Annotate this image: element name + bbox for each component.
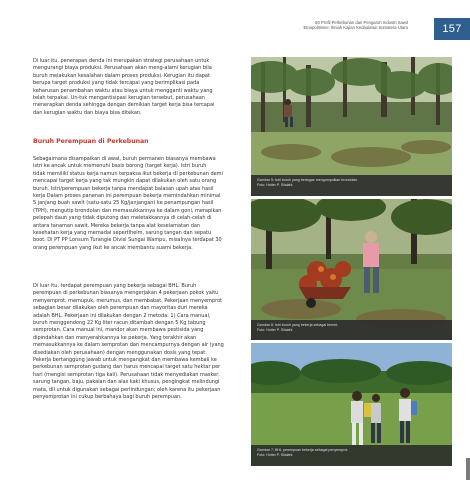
text-line: menyemprot, memupuk, merumus, dan membabat. Pekerjaan menyemprot bbox=[33, 297, 223, 304]
text-line: antara tanaman sawit. Mereka bekerja tanpa alat keselamatan dan bbox=[33, 222, 201, 229]
page-edge-marker bbox=[466, 458, 470, 480]
text-line: adalah BHL. Pekerjaan ini dilakukan dengan 2 metoda: 1) Cara manual, bbox=[33, 312, 211, 319]
figure-2-caption-text: Gambar 6: Istri buruh yang bekerja sebagai kernet. bbox=[257, 323, 339, 327]
text-line: buruh menggendong 22 Kg liter racun ditambah dengan 5 Kg tabung bbox=[33, 320, 206, 327]
text-line: berupa target produksi yang tidak tercapai yang berimplikasi pada bbox=[33, 80, 200, 87]
figure-3-caption bbox=[257, 448, 447, 457]
text-line: mata, dll untuk digunakan sebagai perlindungan; oleh karena itu pekerjaan bbox=[33, 386, 221, 393]
intro-paragraph bbox=[33, 58, 240, 117]
text-line: menerapkan denda sehingga dengan demikian target kerja bisa tercapai bbox=[33, 102, 215, 109]
text-line: Di luar itu, terdapat perempuan yang bekerja sebagai BHL. Buruh bbox=[33, 283, 197, 289]
text-line: penyemprotan ini cukup berbahaya bagi buruh perempuan. bbox=[33, 394, 182, 401]
text-line: perempuan di perkebunan biasanya mengerjakan 4 pekerjaan pokok yaitu bbox=[33, 290, 219, 297]
figure-1-photo bbox=[251, 57, 452, 196]
text-line: sarung tangan, baju, pakaian dan alas kaki khusus, pengingkat melindungi bbox=[33, 379, 220, 386]
figure-1-credit: Foto: Hotler P. Silalahi. bbox=[257, 182, 294, 187]
paragraph-bhl-workers bbox=[33, 283, 240, 402]
running-header-line-2: Etnopolitisme: Ilmiah Kajian Kedaulatan Sumatera Utara bbox=[303, 25, 408, 31]
text-line: boot. Di PT PP Lonsum Turangie Divisi Sungai Wampu, misalnya terdapat 30 bbox=[33, 237, 222, 244]
text-line: disediakan oleh perusahaan) dengan menggunakan dosis yang tepat. bbox=[33, 349, 207, 356]
text-line: mencapai target kerja yang tak mungkin dapat dilakukan oleh satu orang bbox=[33, 178, 217, 185]
figure-3-caption-text: Gambar 7: BHL perempuan bekerja sebagai penyemprot. bbox=[257, 448, 349, 452]
text-line: buruh. Istri/perempuan bekerja tanpa mendapat balasan upah atas hasil bbox=[33, 185, 214, 192]
text-line: sebagian besar dilakukan oleh perempuan dan mayoritas duri mereka bbox=[33, 305, 208, 312]
figure-2-photo bbox=[251, 199, 452, 340]
text-line: telah terpakai. Un-tuk mengantisipasi kerugian tersebut, perusahaan bbox=[33, 95, 205, 102]
text-line: dipindahkan dan menyerahkannya ke pekerja. Yang terakhir akan bbox=[33, 334, 197, 341]
text-line: Sebagaimana disampaikan di awal, buruh permanen biasanya membawa bbox=[33, 156, 216, 162]
text-line: memasukkannya ke dalam semprotan dan mencampurnya dengan air (yang bbox=[33, 342, 224, 349]
figure-1-caption bbox=[257, 178, 447, 187]
text-line: hari (mengisi semprotan tiga kali). Perusahaan tidak menyediakan masker, bbox=[33, 371, 220, 378]
figure-2-caption bbox=[257, 323, 447, 332]
text-line: kerja Dalam proses panenan ini perempuan bekerja memindahkan minimal bbox=[33, 193, 221, 200]
figure-3-credit: Foto: Hotler P. Silalahi. bbox=[257, 452, 294, 457]
text-line: dan kerugian waktu dan biaya bisa ditekan. bbox=[33, 109, 142, 116]
text-line: mengurangi biaya produksi. Perusahaan akan meng-alami kerugian bila bbox=[33, 65, 212, 72]
figure-3-photo bbox=[251, 343, 452, 466]
text-line: (TPH), mengutip brondolan dan memasukkannya ke dalam goni, merapikan bbox=[33, 207, 222, 214]
text-line: istri ke ancak untuk memenuhi basis borong (target kerja). Istri buruh bbox=[33, 163, 207, 170]
text-line: 5 janjang buah sawit (satu-satu 25 Kg/janjangan) ke penampungan hasil bbox=[33, 200, 214, 207]
text-line: orang perempuan yang ikut ke ancak membantu suami bekerja. bbox=[33, 244, 193, 251]
page-number: 157 bbox=[434, 18, 470, 40]
figure-1-caption-text: Gambar 5: Istri buruh yang bertugas mengumpulkan brondolan. bbox=[257, 178, 359, 182]
text-line: kesehatan kerja yang memadai sepertihelm, sarung tangan dan sepatu bbox=[33, 230, 212, 237]
text-line: tidak memiliki status kerja namun terpaksa ikut bekerja di perkebunan demi bbox=[33, 170, 223, 177]
text-line: keharusan penambahan waktu atau biaya untuk mengganti waktu yang bbox=[33, 87, 213, 94]
text-line: pelepah daun yang tidak diputong dan meletakkannya di celah-celah di bbox=[33, 215, 212, 222]
running-header bbox=[258, 20, 408, 30]
section-title: Buruh Perempuan di Perkebunan bbox=[33, 138, 149, 145]
text-line: semprotan. Cara manual ini, mandor akan membawa pestisida yang bbox=[33, 327, 204, 334]
figure-2-credit: Foto: Hotler P. Silalahi. bbox=[257, 327, 294, 332]
text-line: buruh melakukan kesalahan dalam proses produksi. Kerugian itu dapat bbox=[33, 72, 210, 79]
text-line: Pekerja bertanggung jawab untuk mengangkat dan membawa kembali ke bbox=[33, 357, 217, 364]
text-line: Di luar itu, penerapan denda ini merupakan strategi perusahaan untuk bbox=[33, 58, 210, 64]
running-header-line-1: 50 Profil Perkebunan dan Pengaruh Industri Sawit bbox=[315, 20, 408, 25]
paragraph-women-workers bbox=[33, 156, 240, 252]
text-line: perkebunan semprotan gudang dan harus mencapai target satu hektar per bbox=[33, 364, 221, 371]
